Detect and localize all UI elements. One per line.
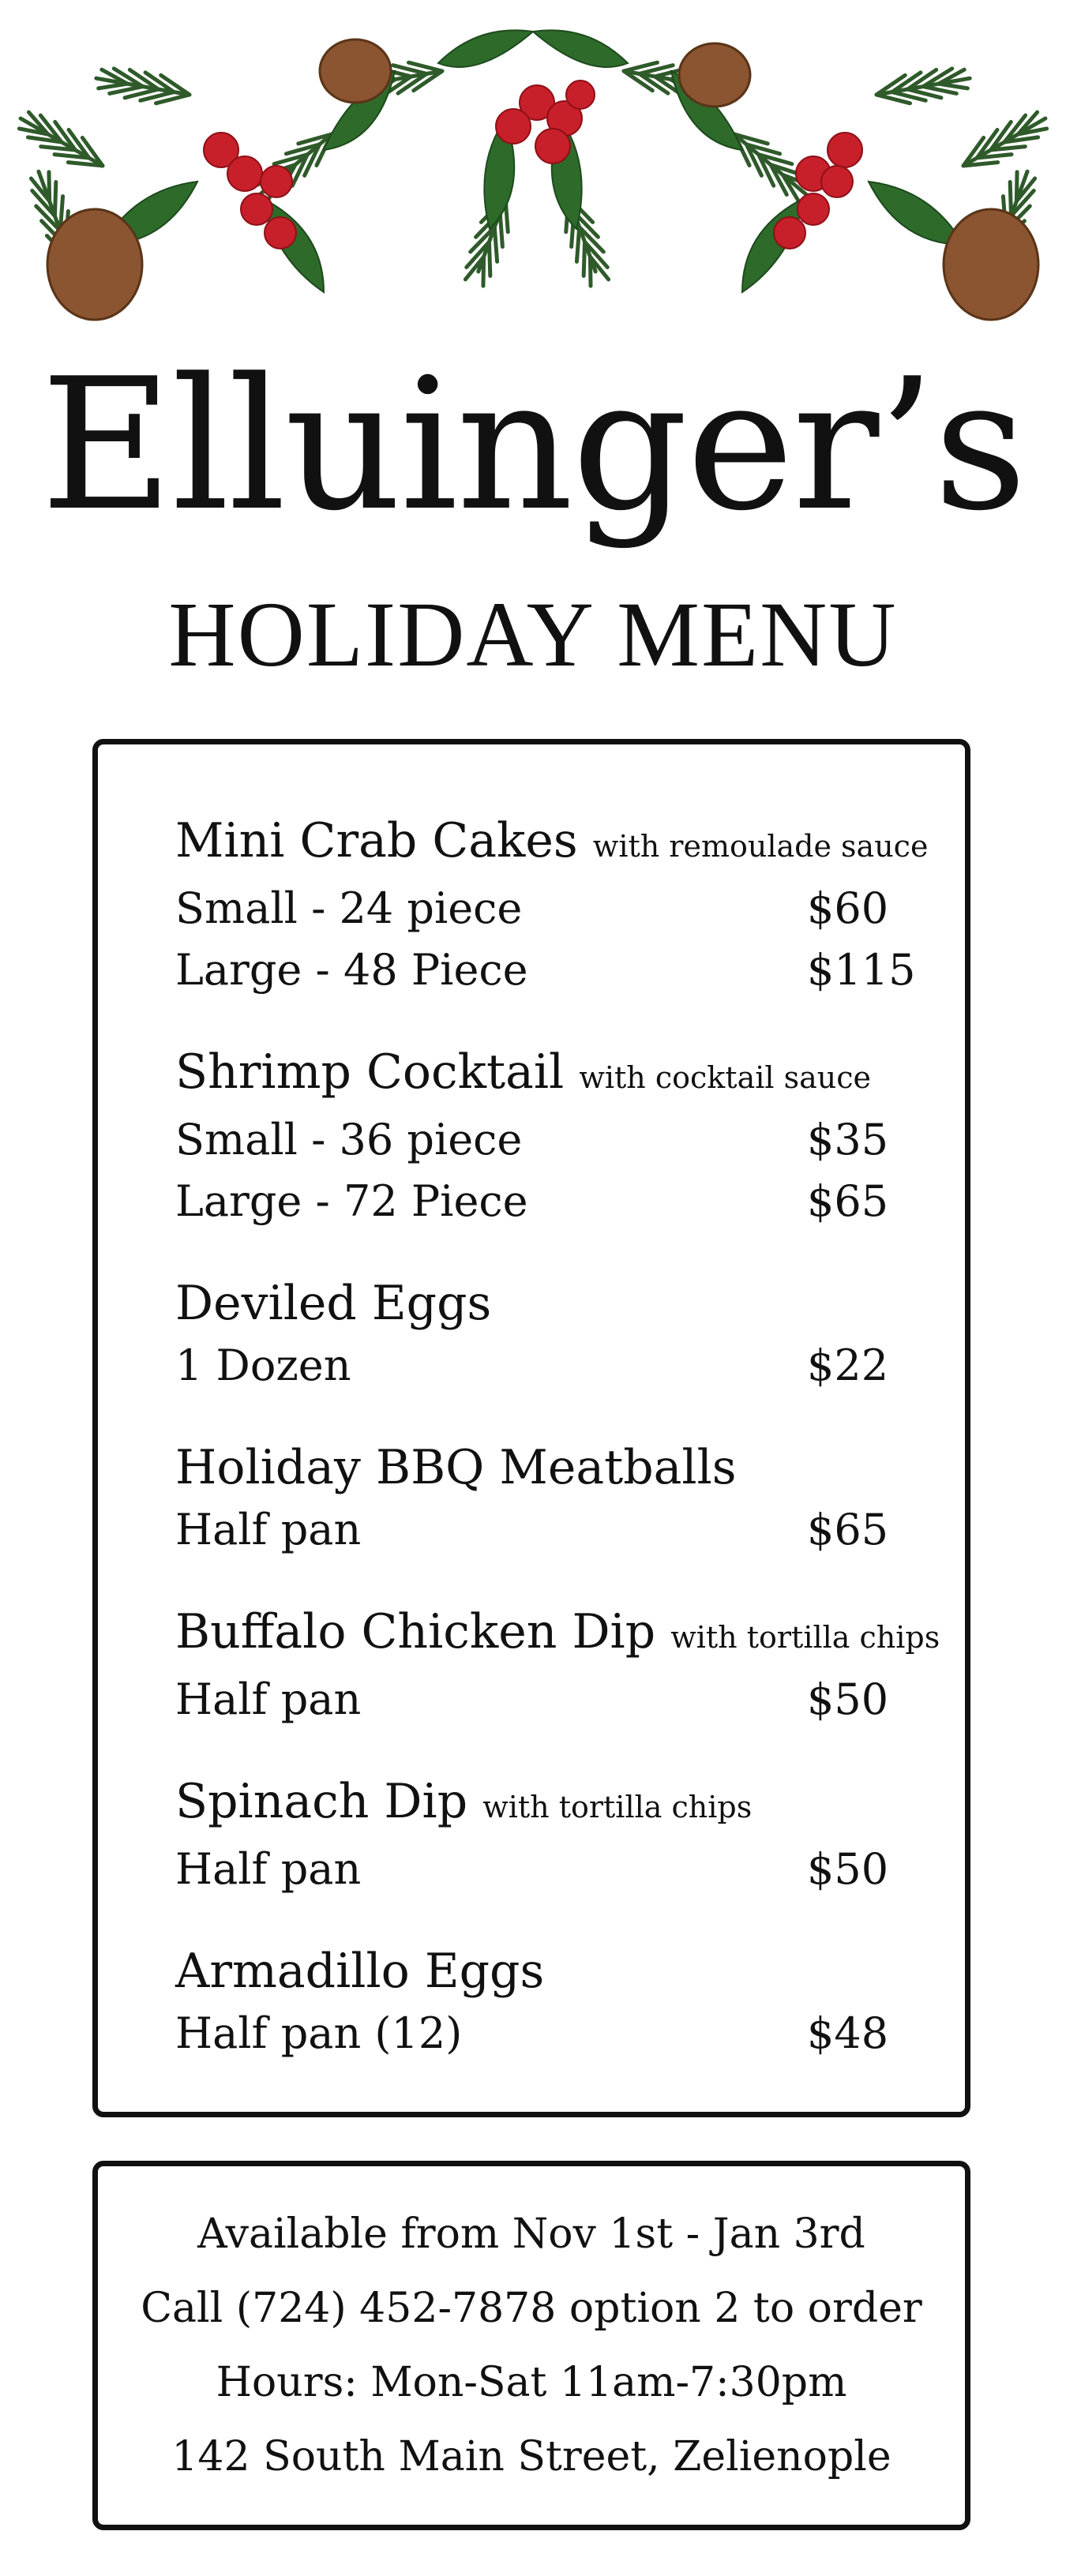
price-row — [175, 1839, 910, 1900]
price-row — [175, 1499, 910, 1561]
menu-title: HOLIDAY MENU — [168, 583, 898, 686]
item-name: Holiday BBQ Meatballs — [175, 1440, 737, 1495]
item-price: $22 — [807, 1340, 889, 1390]
price-row — [175, 2003, 910, 2064]
item-size: Half pan — [175, 1844, 362, 1894]
item-price: $50 — [807, 1674, 889, 1724]
item-price: $65 — [807, 1176, 889, 1226]
menu-item — [175, 1770, 910, 1900]
item-size: Small - 24 piece — [175, 883, 523, 933]
item-price: $35 — [807, 1115, 889, 1164]
item-name: Mini Crab Cakes — [175, 813, 578, 868]
item-name: Armadillo Eggs — [175, 1944, 545, 1999]
menu-item — [175, 1272, 910, 1397]
info-card — [92, 2161, 970, 2530]
menu-item — [175, 1940, 910, 2064]
item-size: Large - 48 Piece — [175, 945, 528, 995]
item-name: Shrimp Cocktail — [175, 1044, 565, 1100]
address-text: 142 South Main Street, Zelienople — [171, 2433, 891, 2480]
item-name: Spinach Dip — [175, 1774, 468, 1829]
item-description: with tortilla chips — [482, 1790, 753, 1824]
item-name: Buffalo Chicken Dip — [175, 1604, 656, 1659]
price-row — [175, 878, 910, 939]
availability-text: Available from Nov 1st - Jan 3rd — [197, 2210, 865, 2258]
item-name: Deviled Eggs — [175, 1276, 492, 1331]
menu-card — [92, 739, 970, 2117]
price-row — [175, 1109, 910, 1171]
item-description: with cocktail sauce — [579, 1060, 872, 1095]
menu-item — [175, 1600, 940, 1730]
price-row — [175, 939, 916, 1001]
item-size: Half pan — [175, 1674, 362, 1724]
price-row — [175, 1171, 910, 1232]
order-phone-text: Call (724) 452-7878 option 2 to order — [141, 2285, 922, 2332]
item-size: Half pan (12) — [175, 2008, 463, 2058]
item-price: $60 — [807, 883, 889, 933]
item-description: with remoulade sauce — [592, 829, 929, 864]
menu-item — [175, 1436, 910, 1561]
item-price: $50 — [807, 1844, 889, 1894]
item-description: with tortilla chips — [670, 1620, 940, 1655]
menu-items — [175, 809, 940, 2104]
price-row — [175, 1335, 910, 1397]
restaurant-name: Elluinger’s — [40, 340, 1026, 551]
hours-text: Hours: Mon-Sat 11am-7:30pm — [216, 2359, 847, 2406]
menu-item — [175, 809, 929, 1001]
item-price: $65 — [807, 1505, 889, 1554]
item-size: Large - 72 Piece — [175, 1176, 528, 1226]
item-price: $48 — [807, 2008, 889, 2058]
menu-item — [175, 1041, 910, 1232]
item-size: Half pan — [175, 1505, 362, 1554]
item-size: 1 Dozen — [175, 1340, 351, 1390]
price-row — [175, 1669, 910, 1730]
pinecone-icon — [47, 39, 1038, 320]
item-size: Small - 36 piece — [175, 1115, 523, 1164]
item-price: $115 — [807, 945, 916, 995]
